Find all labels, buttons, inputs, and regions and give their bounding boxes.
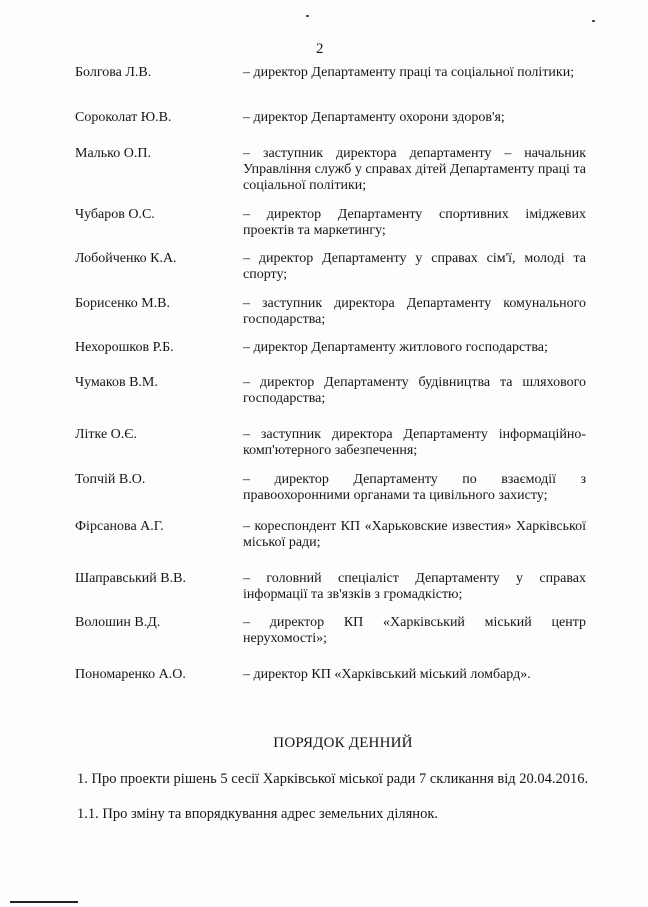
scan-speck xyxy=(306,15,309,17)
footnote-rule xyxy=(10,901,78,903)
attendee-entry xyxy=(75,65,586,81)
attendee-entry xyxy=(75,375,586,407)
attendee-name: Шаправський В.В. xyxy=(75,571,186,586)
attendee-role: – директор Департаменту охорони здоров'я; xyxy=(243,110,505,125)
attendee-entry xyxy=(75,472,586,504)
attendee-role: – заступник директора Департаменту інформаційно-комп'ютерного забезпечення; xyxy=(243,427,586,458)
attendee-role: – директор Департаменту будівництва та шляхового господарства; xyxy=(243,375,586,406)
attendee-name: Сороколат Ю.В. xyxy=(75,110,172,125)
attendee-name: Літке О.Є. xyxy=(75,427,138,442)
attendee-role: – заступник директора Департаменту комунального господарства; xyxy=(243,296,586,327)
attendee-entry xyxy=(75,110,586,126)
attendee-entry xyxy=(75,667,586,683)
attendee-name: Пономаренко А.О. xyxy=(75,667,186,682)
attendee-entry xyxy=(75,340,586,356)
attendee-name: Болгова Л.В. xyxy=(75,65,152,80)
attendee-role: – заступник директора департаменту – начальник Управління служб у справах дітей Департаменту праці та соціальної політики; xyxy=(243,146,586,193)
attendee-role: – директор Департаменту по взаємодії з правоохоронними органами та цивільного захисту; xyxy=(243,472,586,503)
attendee-entry xyxy=(75,519,586,551)
attendee-name: Волошин В.Д. xyxy=(75,615,161,630)
attendee-entry xyxy=(75,615,586,647)
attendee-entry xyxy=(75,296,586,328)
attendee-role: – директор Департаменту праці та соціальної політики; xyxy=(243,65,575,80)
attendee-name: Малько О.П. xyxy=(75,146,151,161)
attendee-role: – директор Департаменту спортивних іміджевих проектів та маркетингу; xyxy=(243,207,586,238)
agenda-item: 1.1. Про зміну та впорядкування адрес земельних ділянок. xyxy=(77,806,438,822)
agenda-item: 1. Про проекти рішень 5 сесії Харківської міської ради 7 скликання від 20.04.2016. xyxy=(77,771,589,787)
attendee-name: Топчій В.О. xyxy=(75,472,146,487)
attendee-entry xyxy=(75,207,586,239)
page-number: 2 xyxy=(316,41,324,57)
attendee-role: – директор КП «Харківський міський центр нерухомості»; xyxy=(243,615,586,646)
attendee-entry xyxy=(75,571,586,603)
scan-speck xyxy=(592,20,595,22)
attendee-entry xyxy=(75,146,586,194)
attendee-name: Нехорошков Р.Б. xyxy=(75,340,174,355)
agenda-heading: ПОРЯДОК ДЕННИЙ xyxy=(273,735,413,751)
attendee-role: – головний спеціаліст Департаменту у справах інформації та зв'язків з громадкістю; xyxy=(243,571,586,602)
attendee-role: – кореспондент КП «Харьковские известия» Харківської міської ради; xyxy=(243,519,586,550)
attendee-entry xyxy=(75,427,586,459)
attendee-role: – директор Департаменту житлового господарства; xyxy=(243,340,548,355)
attendee-name: Борисенко М.В. xyxy=(75,296,170,311)
attendee-entry xyxy=(75,251,586,283)
attendee-name: Чубаров О.С. xyxy=(75,207,155,222)
attendee-name: Фірсанова А.Г. xyxy=(75,519,164,534)
attendee-role: – директор Департаменту у справах сім'ї, молоді та спорту; xyxy=(243,251,586,282)
attendee-name: Чумаков В.М. xyxy=(75,375,158,390)
attendee-name: Лобойченко К.А. xyxy=(75,251,177,266)
attendee-role: – директор КП «Харківський міський ломбард». xyxy=(243,667,531,682)
